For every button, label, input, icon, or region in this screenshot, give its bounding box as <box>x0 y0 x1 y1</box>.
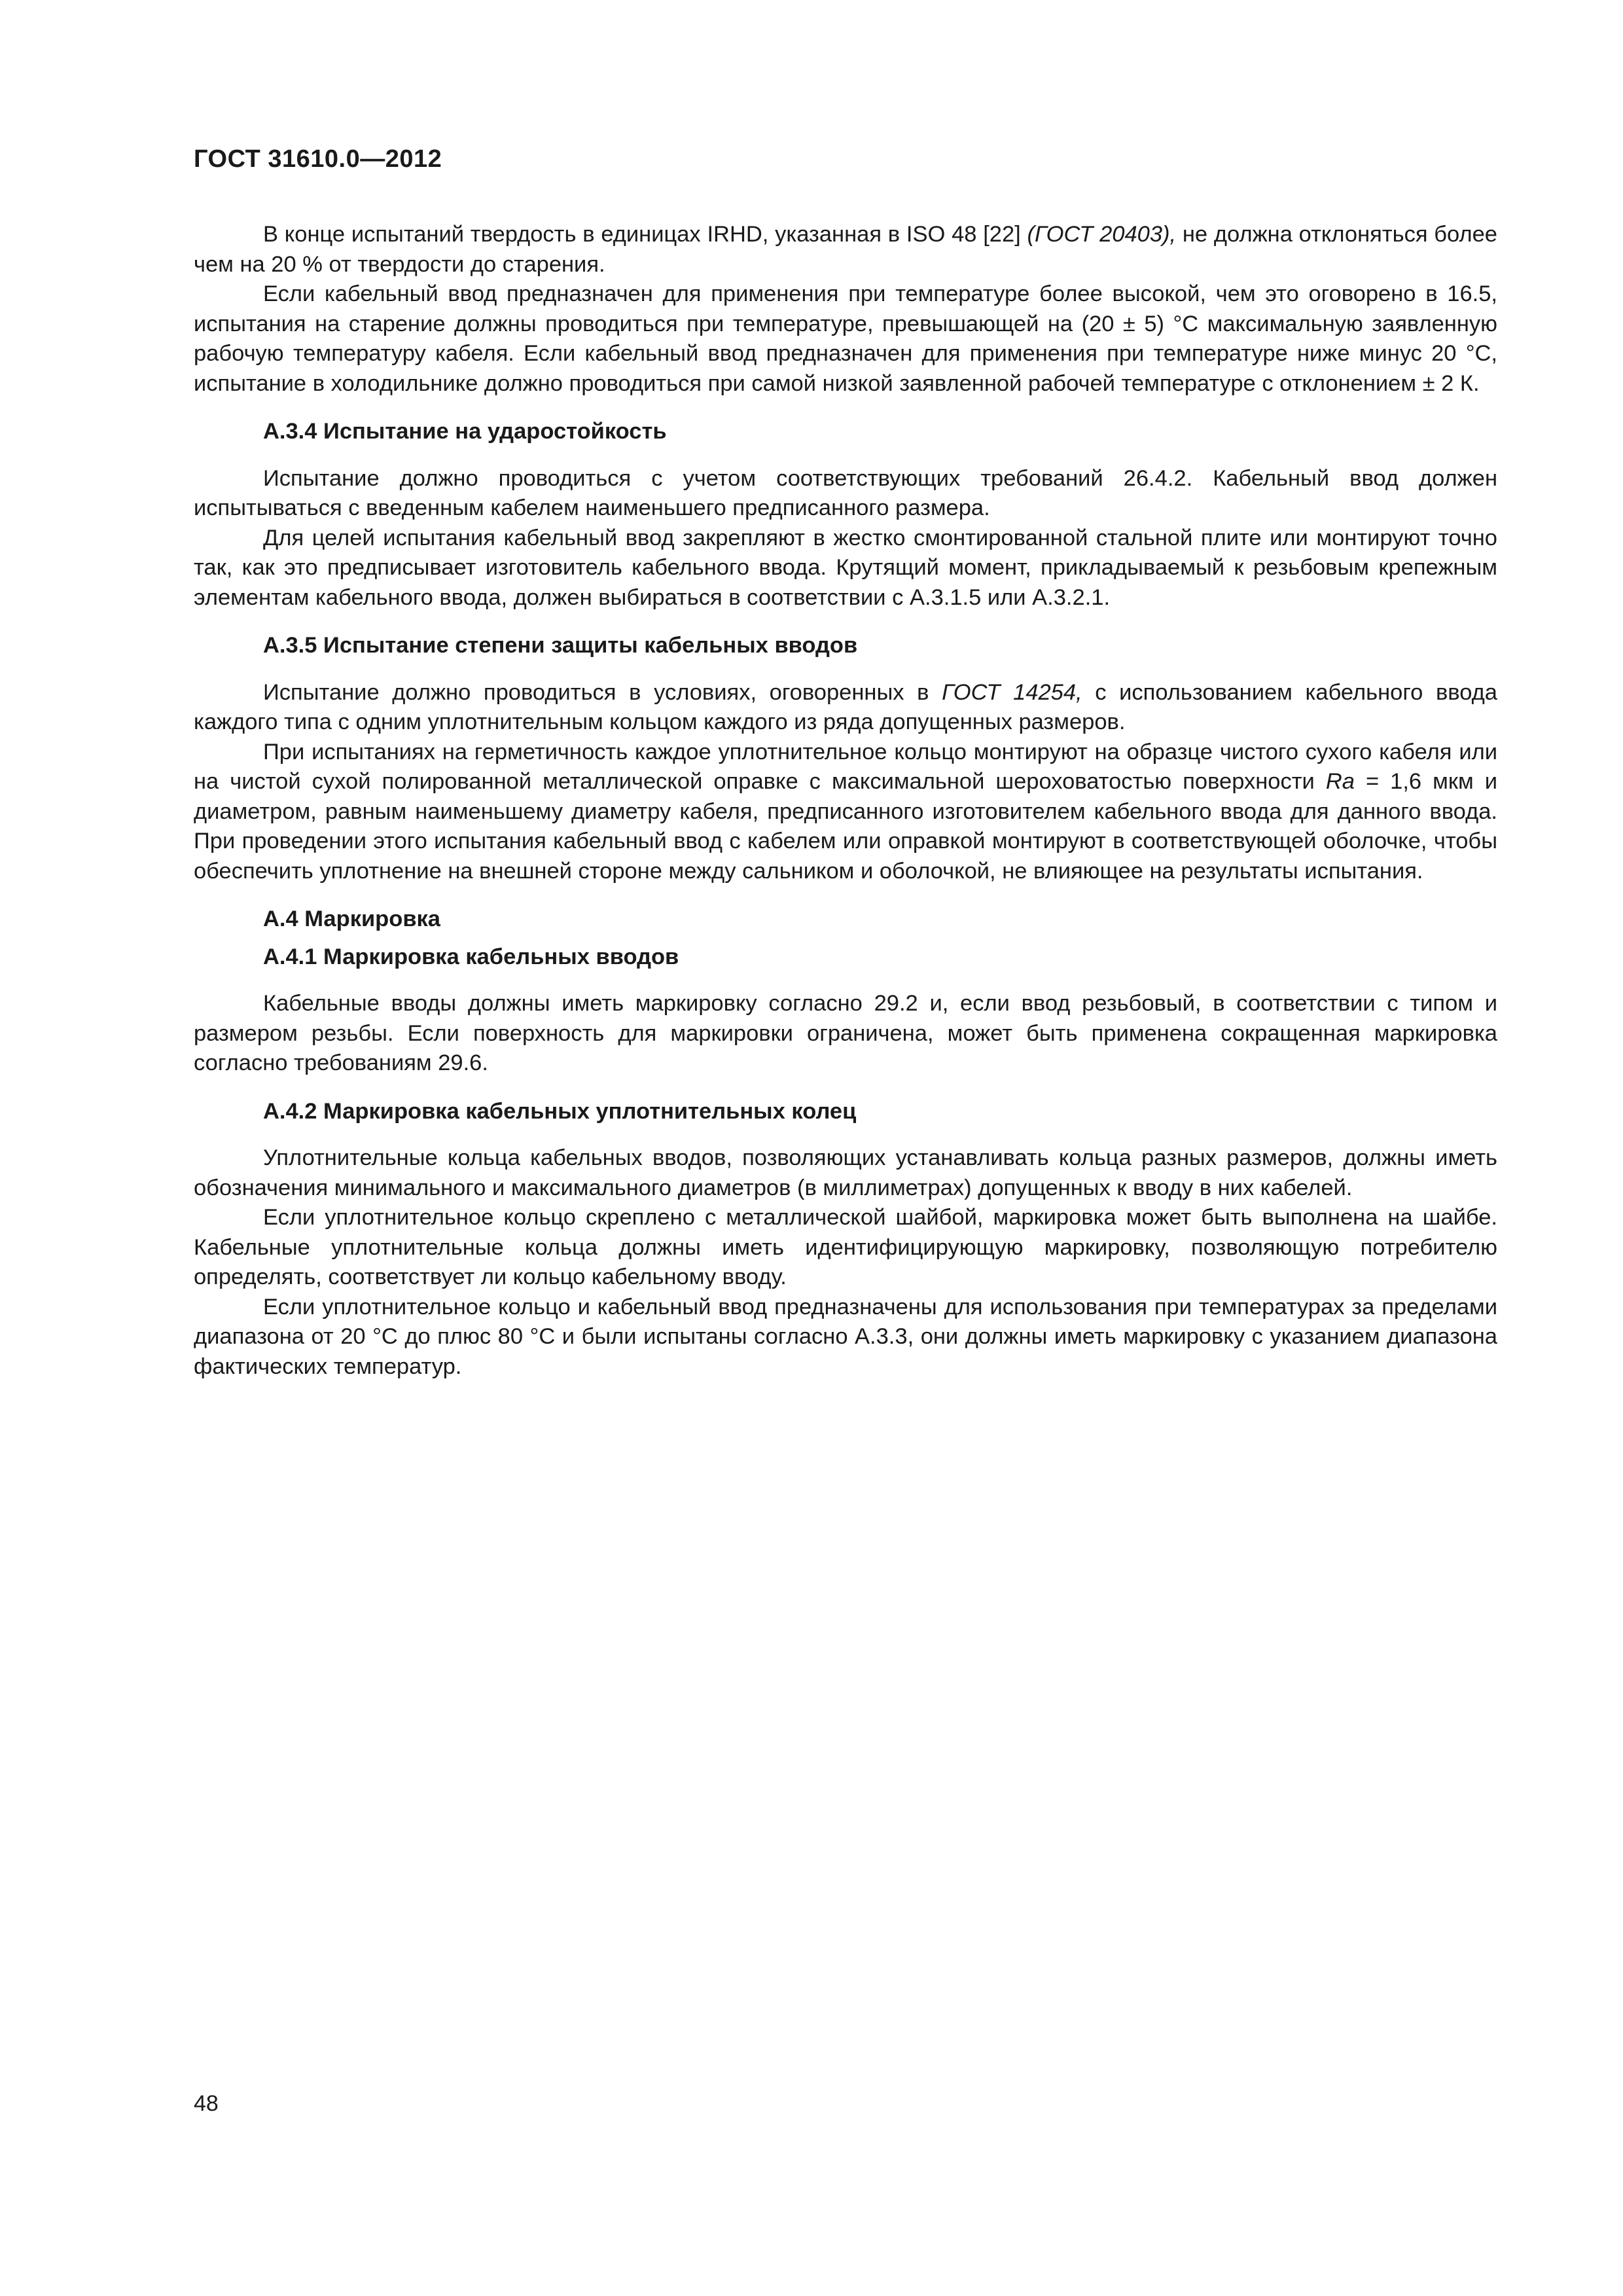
paragraph: Уплотнительные кольца кабельных вводов, позволяющих устанавливать кольца разных размеров, должны иметь обозначения минимального и максимального диаметров (в миллиметрах) допущенных к вводу в них кабелей. <box>194 1145 1497 1200</box>
paragraph: Если уплотнительное кольцо и кабельный ввод предназначены для использования при температурах за пределами диапазона от 20 °С до плюс 80 °С и были испытаны согласно А.3.3, они должны иметь маркировку с указанием диапазона фактических температур. <box>194 1294 1497 1379</box>
text-run: При испытаниях на герметичность каждое уплотнительное кольцо монтируют на образце чистого сухого кабеля или на чистой сухой полированной металлической оправке с максимальной шероховатостью поверхности <box>194 739 1497 794</box>
section-heading-a34: А.3.4 Испытание на ударостойкость <box>263 419 667 444</box>
standard-reference: (ГОСТ 20403), <box>1027 222 1177 247</box>
paragraph: Если уплотнительное кольцо скреплено с металлической шайбой, маркировка может быть выполнена на шайбе. Кабельные уплотнительные кольца должны иметь идентифицирующую маркировку, позволяющую потребителю определять, соответствует ли кольцо кабельному вводу. <box>194 1205 1497 1289</box>
section-heading-a42: А.4.2 Маркировка кабельных уплотнительных колец <box>263 1098 857 1124</box>
paragraph: Кабельные вводы должны иметь маркировку согласно 29.2 и, если ввод резьбовый, в соответствии с типом и размером резьбы. Если поверхность для маркировки ограничена, может быть применена сокращенная маркировка согласно требованиям 29.6. <box>194 991 1497 1075</box>
text-run: Испытание должно проводиться в условиях, оговоренных в <box>263 679 942 705</box>
section-heading-a35: А.3.5 Испытание степени защиты кабельных вводов <box>263 633 858 658</box>
section-heading-a4: А.4 Маркировка <box>263 906 440 931</box>
paragraph <box>194 678 1497 738</box>
text-run: с использованием кабельного ввода каждого типа с одним уплотнительным кольцом каждого из ряда допущенных размеров. <box>194 679 1497 734</box>
paragraph: Если кабельный ввод предназначен для применения при температуре более высокой, чем это оговорено в 16.5, испытания на старение должны проводиться при температуре, превышающей на (20 ± 5) °С максимальную заявленную рабочую температуру кабеля. Если кабельный ввод предназначен для применения при температуре ниже минус 20 °С, испытание в холодильнике должно проводиться при самой низкой заявленной рабочей температуре с отклонением ± 2 К. <box>194 281 1497 396</box>
paragraph: Для целей испытания кабельный ввод закрепляют в жестко смонтированной стальной плите или монтируют точно так, как это предписывает изготовитель кабельного ввода. Крутящий момент, прикладываемый к резьбовым крепежным элементам кабельного ввода, должен выбираться в соответствии с А.3.1.5 или А.3.2.1. <box>194 525 1497 610</box>
text-run: не должна отклоняться более чем на 20 % от твердости до старения. <box>194 222 1497 277</box>
roughness-symbol: Ra <box>1325 769 1355 794</box>
document-body <box>194 220 1497 1382</box>
page-number: 48 <box>194 2091 219 2116</box>
text-run: = 1,6 мкм и диаметром, равным наименьшему диаметру кабеля, предписанного изготовителем кабельного ввода для данного ввода. При проведении этого испытания кабельный ввод с кабелем или оправкой монтируют в соответствующей оболочке, чтобы обеспечить уплотнение на внешней стороне между сальником и оболочкой, не влияющее на результаты испытания. <box>194 769 1497 884</box>
section-heading-a41: А.4.1 Маркировка кабельных вводов <box>263 944 679 969</box>
paragraph <box>194 220 1497 279</box>
text-run: В конце испытаний твердость в единицах IRHD, указанная в ISO 48 [22] <box>263 222 1027 247</box>
paragraph <box>194 738 1497 887</box>
paragraph: Испытание должно проводиться с учетом соответствующих требований 26.4.2. Кабельный ввод должен испытываться с введенным кабелем наименьшего предписанного размера. <box>194 465 1497 520</box>
standard-reference: ГОСТ 14254, <box>942 679 1082 705</box>
document-header: ГОСТ 31610.0—2012 <box>194 145 442 173</box>
